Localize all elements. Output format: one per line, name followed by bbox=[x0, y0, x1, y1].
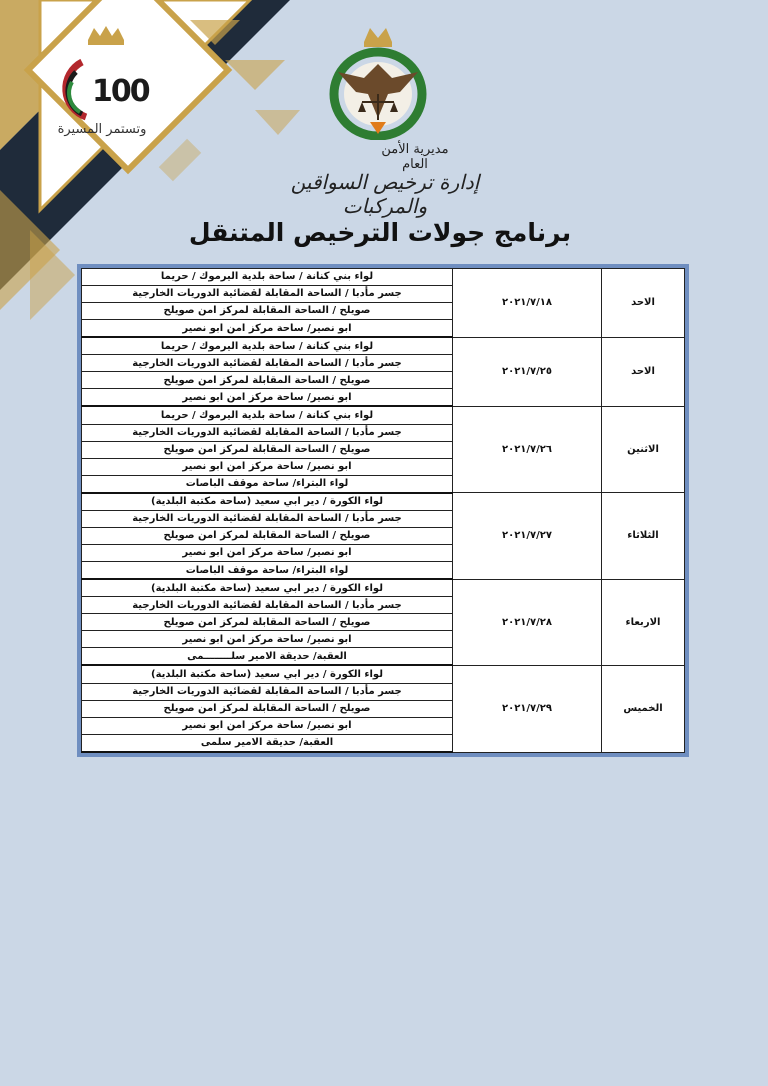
schedule-date: ٢٠٢١/٧/٢٧ bbox=[453, 493, 602, 579]
schedule-date: ٢٠٢١/٧/٢٥ bbox=[453, 337, 602, 406]
schedule-location: لواء بني كنانة / ساحة بلدية اليرموك / حريما bbox=[82, 337, 453, 355]
schedule-location: جسر مأدبا / الساحة المقابلة لقضائية الدوريات الخارجية bbox=[82, 683, 453, 700]
schedule-day: الاحد bbox=[602, 337, 685, 406]
schedule-location: لواء البتراء/ ساحة موقف الباصات bbox=[82, 561, 453, 579]
schedule-location: ابو نصير/ ساحة مركز امن ابو نصير bbox=[82, 389, 453, 407]
schedule-day: الثلاثاء bbox=[602, 493, 685, 579]
schedule-frame bbox=[77, 264, 689, 757]
centennial-number: 100 bbox=[92, 74, 149, 109]
schedule-location: العقبة/ حديقة الامير سلــــــــمى bbox=[82, 648, 453, 666]
schedule-location: لواء الكورة / دير ابي سعيد (ساحة مكتبة البلدية) bbox=[82, 579, 453, 597]
centennial-logo bbox=[42, 22, 162, 147]
schedule-row bbox=[82, 493, 685, 511]
schedule-row bbox=[82, 269, 685, 286]
schedule-location: لواء بني كنانة / ساحة بلدية اليرموك / حريما bbox=[82, 269, 453, 286]
schedule-location: صويلح / الساحة المقابلة لمركز امن صويلح bbox=[82, 302, 453, 319]
schedule-location: جسر مأدبا / الساحة المقابلة لقضائية الدوريات الخارجية bbox=[82, 424, 453, 441]
public-security-emblem bbox=[322, 22, 434, 140]
schedule-table bbox=[81, 268, 685, 753]
schedule-location: صويلح / الساحة المقابلة لمركز امن صويلح bbox=[82, 614, 453, 631]
schedule-location: جسر مأدبا / الساحة المقابلة لقضائية الدوريات الخارجية bbox=[82, 355, 453, 372]
schedule-location: ابو نصير/ ساحة مركز امن ابو نصير bbox=[82, 631, 453, 648]
document-title: برنامج جولات الترخيص المتنقل bbox=[188, 218, 572, 247]
schedule-location: لواء البتراء/ ساحة موقف الباصات bbox=[82, 475, 453, 493]
schedule-location: لواء الكورة / دير ابي سعيد (ساحة مكتبة البلدية) bbox=[82, 493, 453, 511]
schedule-location: صويلح / الساحة المقابلة لمركز امن صويلح bbox=[82, 441, 453, 458]
schedule-day: الاثنين bbox=[602, 406, 685, 492]
schedule-row bbox=[82, 579, 685, 597]
schedule-location: ابو نصير/ ساحة مركز امن ابو نصير bbox=[82, 717, 453, 734]
schedule-date: ٢٠٢١/٧/٢٩ bbox=[453, 665, 602, 752]
schedule-location: ابو نصير/ ساحة مركز امن ابو نصير bbox=[82, 319, 453, 337]
schedule-day: الخميس bbox=[602, 665, 685, 752]
schedule-row bbox=[82, 337, 685, 355]
schedule-location: ابو نصير/ ساحة مركز امن ابو نصير bbox=[82, 458, 453, 475]
schedule-date: ٢٠٢١/٧/١٨ bbox=[453, 269, 602, 338]
schedule-date: ٢٠٢١/٧/٢٨ bbox=[453, 579, 602, 665]
schedule-row bbox=[82, 406, 685, 424]
directorate-name: مديرية الأمن العام bbox=[381, 142, 449, 172]
schedule-location: صويلح / الساحة المقابلة لمركز امن صويلح bbox=[82, 700, 453, 717]
schedule-day: الاحد bbox=[602, 269, 685, 338]
schedule-day: الاربعاء bbox=[602, 579, 685, 665]
schedule-location: العقبة/ حديقة الامير سلمى bbox=[82, 734, 453, 752]
schedule-date: ٢٠٢١/٧/٢٦ bbox=[453, 406, 602, 492]
schedule-location: جسر مأدبا / الساحة المقابلة لقضائية الدوريات الخارجية bbox=[82, 597, 453, 614]
schedule-location: جسر مأدبا / الساحة المقابلة لقضائية الدوريات الخارجية bbox=[82, 285, 453, 302]
schedule-row bbox=[82, 665, 685, 683]
schedule-location: جسر مأدبا / الساحة المقابلة لقضائية الدوريات الخارجية bbox=[82, 511, 453, 528]
schedule-location: صويلح / الساحة المقابلة لمركز امن صويلح bbox=[82, 527, 453, 544]
centennial-slogan: وتستمر المسيرة bbox=[57, 122, 147, 137]
department-name: إدارة ترخيص السواقين والمركبات bbox=[290, 170, 480, 218]
schedule-location: لواء الكورة / دير ابي سعيد (ساحة مكتبة البلدية) bbox=[82, 665, 453, 683]
schedule-location: لواء بني كنانة / ساحة بلدية اليرموك / حريما bbox=[82, 406, 453, 424]
schedule-location: ابو نصير/ ساحة مركز امن ابو نصير bbox=[82, 544, 453, 561]
schedule-location: صويلح / الساحة المقابلة لمركز امن صويلح bbox=[82, 372, 453, 389]
